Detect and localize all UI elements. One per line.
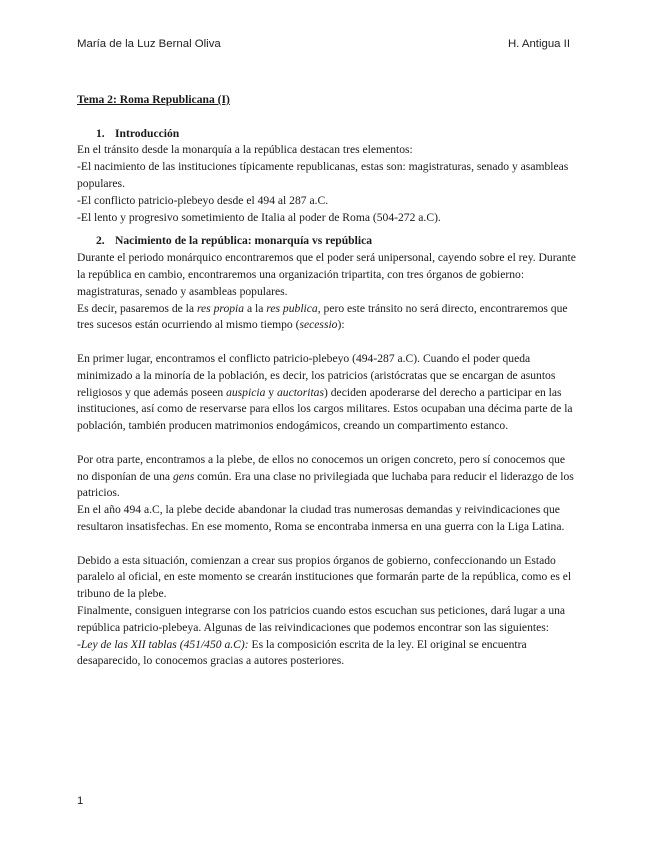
italic-term: secessio [299, 318, 338, 332]
text-run: En primer lugar, encontramos el conflicto patricio-plebeyo (494-287 a.C). Cuando el poder queda minimizado a la minoría de la población, es decir, los patricios (aristócratas que se encargan de asuntos religiosos y que además poseen [77, 351, 556, 399]
section-title: Introducción [115, 126, 180, 140]
italic-term: auctoritas [276, 385, 324, 399]
list-item: -El nacimiento de las instituciones típicamente republicanas, estas son: magistraturas, senado y asambleas populares. [77, 160, 569, 190]
paragraph [77, 351, 577, 435]
author-name: María de la Luz Bernal Oliva [77, 38, 221, 50]
spacer [77, 435, 577, 452]
spacer [77, 536, 577, 553]
page-number: 1 [77, 795, 84, 807]
document-body [77, 92, 577, 670]
text-run: a la [244, 301, 267, 315]
paragraph [77, 637, 577, 671]
paragraph: En el año 494 a.C, la plebe decide abandonar la ciudad tras numerosas demandas y reivindicaciones que resultaron insatisfechas. En ese momento, Roma se encontraba inmersa en una guerra con la Liga Latina. [77, 503, 565, 533]
paragraph: En el tránsito desde la monarquía a la república destacan tres elementos: [77, 143, 413, 157]
text-run: Por otra parte, encontramos a la plebe, de ellos no conocemos un origen concreto, pero sí conocemos que no disponían de una [77, 452, 566, 483]
text-run: ) deciden apoderarse del derecho a participar en las instituciones, así como de reservarse para ellos los cargos militares. Estos ocupaban una décima parte de la población, también producen matrimonios endogámicos, creando un compartimento estanco. [77, 385, 573, 433]
section-number: 2. [96, 234, 105, 248]
section-heading-nacimiento [77, 233, 577, 250]
page-header [77, 38, 570, 54]
paragraph: Durante el periodo monárquico encontraremos que el poder será unipersonal, cayendo sobre el rey. Durante la república en cambio, encontraremos una organización tripartita, con tres órganos de gobierno: magistraturas, senado y asambleas populares. [77, 251, 576, 298]
section-heading-introduccion [77, 126, 577, 143]
text-run: ): [337, 318, 345, 332]
text-run: Es la composición escrita de la ley. El original se encuentra desaparecido, lo conocemos gracias a autores posteriores. [77, 637, 527, 668]
italic-term: -Ley de las XII tablas (451/450 a.C): [77, 637, 249, 651]
italic-term: gens [172, 469, 195, 483]
italic-term: res propia [196, 301, 245, 315]
section-number: 1. [96, 126, 105, 140]
paragraph: Debido a esta situación, comienzan a crear sus propios órganos de gobierno, confeccionando un Estado paralelo al oficial, en este momento se crearán instituciones que formarán parte de la república, como es el tribuno de la plebe. [77, 553, 572, 601]
text-run: , pero este tránsito no será directo, encontraremos que tres sucesos están ocurriendo al mismo tiempo ( [77, 301, 568, 332]
paragraph: Finalmente, consiguen integrarse con los patricios cuando estos escuchan sus peticiones, dará lugar a una república patricio-plebeya. Algunas de las reivindicaciones que podemos encontrar son las siguientes: [77, 603, 566, 634]
list-item: -El lento y progresivo sometimiento de Italia al poder de Roma (504-272 a.C). [77, 210, 441, 224]
spacer [77, 226, 577, 233]
section-title: Nacimiento de la república: monarquía vs república [115, 234, 373, 248]
list-item: -El conflicto patricio-plebeyo desde el 494 al 287 a.C. [77, 193, 329, 207]
document-title: Tema 2: Roma Republicana (I) [77, 93, 230, 106]
paragraph [77, 301, 577, 335]
course-name: H. Antigua II [507, 38, 570, 50]
text-run: Es decir, pasaremos de la [77, 301, 197, 315]
spacer [77, 334, 577, 351]
text-run: y [265, 385, 277, 399]
italic-term: auspicia [226, 385, 266, 399]
paragraph [77, 452, 577, 502]
text-run: común. Era una clase no privilegiada que luchaba para reducir el liderazgo de los patricios. [77, 469, 574, 500]
italic-term: res publica [266, 301, 318, 315]
